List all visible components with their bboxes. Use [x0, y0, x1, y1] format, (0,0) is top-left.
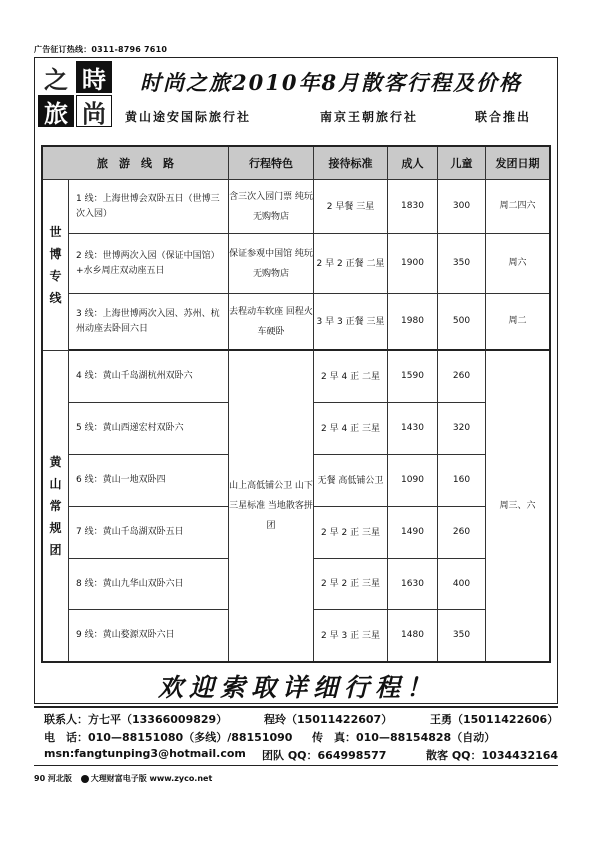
- publication-logo-icon: [81, 775, 89, 783]
- logo-char: 時: [76, 61, 112, 93]
- contact-person: 联系人：方七平（13366009829）: [44, 713, 228, 726]
- adult-price: 1630: [388, 559, 438, 610]
- child-price: 350: [438, 234, 486, 294]
- logo: [38, 61, 114, 129]
- child-price: 260: [438, 507, 486, 559]
- group-label-char: 常: [49, 499, 62, 513]
- group-label-char: 黄: [49, 455, 62, 469]
- group-qq: 团队 QQ：664998577: [262, 749, 387, 762]
- logo-char: 尚: [76, 95, 112, 127]
- agency-name: 黄山途安国际旅行社: [125, 110, 252, 124]
- feature-cell: 含三次入园门票 纯玩无购物店: [229, 180, 314, 234]
- standard-cell: 2 早 4 正 二星: [314, 351, 388, 403]
- feature-cell: 去程动车软座 回程火车硬卧: [229, 294, 314, 351]
- standard-cell: 3 早 3 正餐 三星: [314, 294, 388, 351]
- group-label-char: 团: [49, 543, 62, 557]
- standard-cell: 2 早 3 正 三星: [314, 610, 388, 661]
- route-cell: 4 线：黄山千岛湖杭州双卧六: [69, 351, 229, 403]
- departure-date: 周二: [486, 294, 549, 351]
- group-label-char: 规: [49, 521, 62, 535]
- standard-cell: 2 早 2 正 三星: [314, 559, 388, 610]
- page-number: 90 河北版: [34, 774, 72, 783]
- child-price: 160: [438, 455, 486, 507]
- route-cell: 3 线：上海世博两次入园、苏州、杭州动座去卧回六日: [69, 294, 229, 351]
- group-label-char: 线: [49, 291, 62, 305]
- agency-name: 南京王朝旅行社: [320, 110, 419, 124]
- joint-label: 联合推出: [475, 110, 532, 124]
- departure-date: 周二四六: [486, 180, 549, 234]
- ad-hotline: 广告征订热线：0311-8796 7610: [34, 45, 168, 54]
- route-cell: 6 线：黄山一地双卧四: [69, 455, 229, 507]
- child-price: 400: [438, 559, 486, 610]
- adult-price: 1480: [388, 610, 438, 661]
- feature-cell: 保证参观中国馆 纯玩无购物店: [229, 234, 314, 294]
- contact-person: 王勇（15011422606）: [430, 713, 559, 726]
- price-table: [41, 145, 551, 663]
- page-title: 时尚之旅2010年8月散客行程及价格: [140, 70, 523, 95]
- publication-name: 大理财富电子版 www.zyco.net: [90, 774, 213, 783]
- logo-char: 旅: [38, 95, 74, 127]
- feature-cell-merged: 山上高低铺公卫 山下三星标准 当地散客拼团: [229, 351, 314, 661]
- adult-price: 1490: [388, 507, 438, 559]
- adult-price: 1430: [388, 403, 438, 455]
- adult-price: 1980: [388, 294, 438, 351]
- route-cell: 2 线：世博两次入园（保证中国馆）+水乡周庄双动座五日: [69, 234, 229, 294]
- header-feature: 行程特色: [229, 147, 314, 180]
- adult-price: 1090: [388, 455, 438, 507]
- divider: [34, 706, 558, 708]
- header-child: 儿童: [438, 147, 486, 180]
- contact-persons: [44, 711, 564, 727]
- adult-price: 1830: [388, 180, 438, 234]
- standard-cell: 2 早 2 正餐 二星: [314, 234, 388, 294]
- header-date: 发团日期: [486, 147, 549, 180]
- route-cell: 1 线：上海世博会双卧五日（世博三次入园）: [69, 180, 229, 234]
- header-route: 旅 游 线 路: [43, 147, 229, 180]
- contact-online: [44, 747, 564, 763]
- phone-numbers: 电 话：010—88151080（多线）/88151090: [44, 731, 293, 744]
- group-label-expo: [43, 180, 69, 351]
- fax-number: 传 真：010—88154828（自动）: [312, 731, 496, 744]
- header-standard: 接待标准: [314, 147, 388, 180]
- page-footer: [34, 773, 218, 784]
- group-label-char: 山: [49, 477, 62, 491]
- single-qq: 散客 QQ：1034432164: [426, 749, 559, 762]
- standard-cell: 无餐 高低铺公卫: [314, 455, 388, 507]
- route-cell: 7 线：黄山千岛湖双卧五日: [69, 507, 229, 559]
- child-price: 350: [438, 610, 486, 661]
- group-label-char: 专: [49, 269, 62, 283]
- child-price: 320: [438, 403, 486, 455]
- route-cell: 9 线：黄山婺源双卧六日: [69, 610, 229, 661]
- group-label-char: 世: [49, 225, 62, 239]
- welcome-banner: 欢迎索取详细行程！: [157, 673, 437, 702]
- logo-char: 之: [38, 61, 74, 93]
- child-price: 300: [438, 180, 486, 234]
- child-price: 260: [438, 351, 486, 403]
- departure-date-merged: 周三、六: [499, 500, 536, 511]
- group-label-huangshan: [43, 351, 69, 661]
- contact-person: 程玲（15011422607）: [264, 713, 393, 726]
- adult-price: 1900: [388, 234, 438, 294]
- group-label-char: 博: [49, 247, 62, 261]
- standard-cell: 2 早餐 三星: [314, 180, 388, 234]
- header-adult: 成人: [388, 147, 438, 180]
- msn-address: msn:fangtunping3@hotmail.com: [44, 747, 246, 760]
- departure-date: 周六: [486, 234, 549, 294]
- adult-price: 1590: [388, 351, 438, 403]
- divider: [34, 765, 558, 766]
- route-cell: 8 线：黄山九华山双卧六日: [69, 559, 229, 610]
- route-cell: 5 线：黄山西递宏村双卧六: [69, 403, 229, 455]
- child-price: 500: [438, 294, 486, 351]
- contact-phones: [44, 729, 564, 745]
- standard-cell: 2 早 4 正 三星: [314, 403, 388, 455]
- standard-cell: 2 早 2 正 三星: [314, 507, 388, 559]
